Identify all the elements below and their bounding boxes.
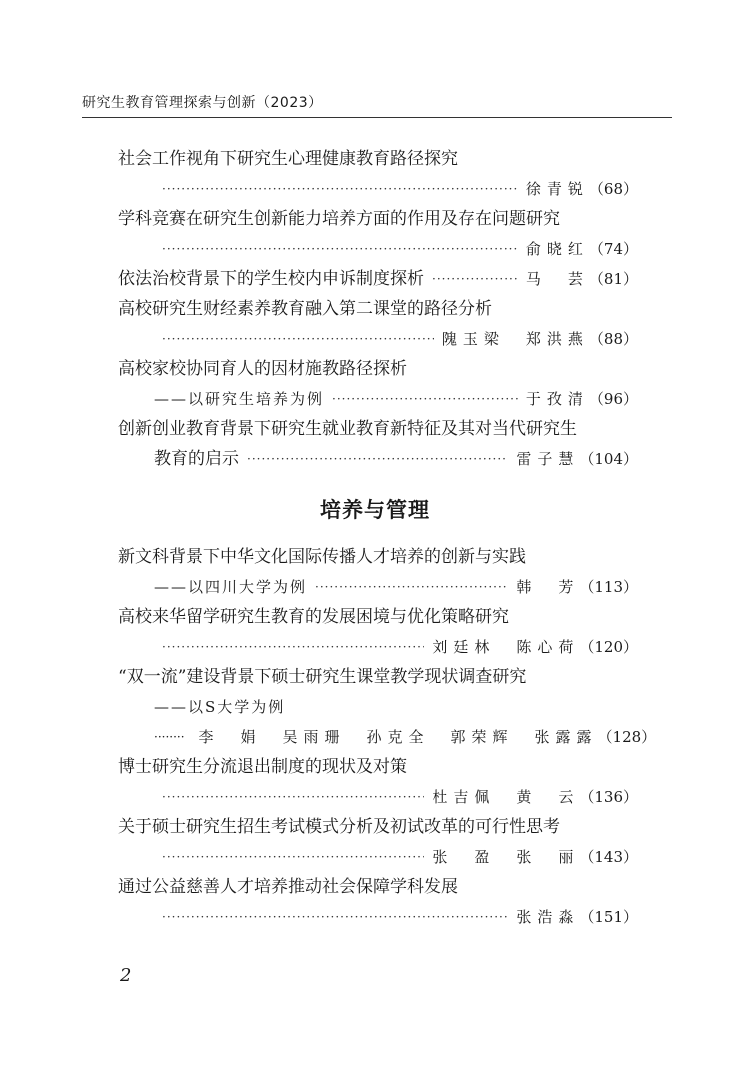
toc-entry	[118, 662, 657, 752]
entry-subtitle: ——以S大学为例	[154, 698, 286, 716]
entry-author: 李 娟 吴雨珊 孙克全 郭荣辉 张露露	[198, 728, 598, 746]
leader-dots	[162, 842, 424, 872]
entry-title: 依法治校背景下的学生校内申诉制度探析	[118, 269, 424, 289]
toc-entry	[118, 354, 638, 414]
toc-line	[118, 324, 638, 354]
leader-dots	[162, 782, 424, 812]
entry-title: 高校来华留学研究生教育的发展困境与优化策略研究	[118, 607, 509, 627]
leader-dots	[162, 632, 424, 662]
toc-line	[118, 542, 638, 572]
entry-page: （120）	[579, 638, 638, 656]
leader-dots	[315, 572, 508, 602]
toc-line	[118, 602, 638, 632]
leader-dots	[162, 902, 508, 932]
toc-line	[118, 234, 638, 264]
entry-title: 学科竞赛在研究生创新能力培养方面的作用及存在问题研究	[118, 209, 560, 229]
leader-dots	[162, 324, 434, 354]
toc-line	[118, 842, 638, 872]
toc-entry	[118, 204, 638, 264]
entry-author: 张浩淼	[516, 908, 580, 926]
toc-line	[118, 264, 638, 294]
entry-subtitle: ——以四川大学为例	[154, 578, 308, 596]
toc-line	[118, 752, 638, 782]
entry-title: 社会工作视角下研究生心理健康教育路径探究	[118, 149, 458, 169]
entry-title: 高校研究生财经素养教育融入第二课堂的路径分析	[118, 299, 492, 319]
entry-author: 马 芸	[525, 270, 589, 288]
toc-line	[118, 632, 638, 662]
entry-subtitle: ——以研究生培养为例	[154, 390, 325, 408]
toc-line	[118, 662, 638, 692]
toc-line	[118, 354, 638, 384]
entry-author: 刘廷林 陈心荷	[432, 638, 580, 656]
entry-title: 通过公益慈善人才培养推动社会保障学科发展	[118, 877, 458, 897]
toc-line	[118, 782, 638, 812]
toc-line	[118, 872, 638, 902]
entry-author: 雷子慧	[516, 450, 580, 468]
entry-page: （74）	[588, 240, 638, 258]
entry-title: 博士研究生分流退出制度的现状及对策	[118, 757, 407, 777]
entry-title: 关于硕士研究生招生考试模式分析及初试改革的可行性思考	[118, 817, 560, 837]
leader-dots	[432, 264, 518, 294]
running-header: 研究生教育管理探索与创新（2023）	[82, 92, 672, 118]
leader-dots	[162, 174, 518, 204]
toc-line	[118, 174, 638, 204]
entry-page: （68）	[588, 180, 638, 198]
toc-entry	[118, 144, 638, 204]
toc-line	[118, 384, 638, 414]
entry-author: 张 盈 张 丽	[432, 848, 580, 866]
toc-line	[118, 812, 638, 842]
toc-entry	[118, 872, 638, 932]
entry-page: （81）	[588, 270, 638, 288]
entry-title: “双一流”建设背景下硕士研究生课堂教学现状调查研究	[118, 667, 527, 687]
entry-page: （136）	[579, 788, 638, 806]
entry-page: （113）	[579, 578, 638, 596]
entry-author: 俞晓红	[525, 240, 589, 258]
entry-author: 韩 芳	[516, 578, 580, 596]
toc-entry	[118, 542, 638, 602]
toc-line	[118, 902, 638, 932]
toc-line	[118, 692, 638, 722]
toc-line	[118, 144, 638, 174]
toc-entry	[118, 602, 638, 662]
toc-line	[118, 204, 638, 234]
entry-author: 隗玉梁 郑洪燕	[441, 330, 589, 348]
page-number: 2	[120, 965, 132, 986]
entry-page: （143）	[579, 848, 638, 866]
toc-entry	[118, 752, 638, 812]
entry-title-continued: 教育的启示	[154, 449, 239, 469]
entry-page: （96）	[588, 390, 638, 408]
toc-line	[118, 294, 638, 324]
entry-author: 于孜清	[525, 390, 589, 408]
toc-entry	[118, 264, 638, 294]
toc-line	[118, 444, 638, 474]
entry-author: 杜吉佩 黄 云	[432, 788, 580, 806]
leader-dots: ········	[154, 730, 185, 744]
entry-page: （128）	[597, 728, 657, 746]
leader-dots	[162, 234, 518, 264]
toc-line	[118, 722, 657, 752]
toc-entry	[118, 812, 638, 872]
entry-title: 高校家校协同育人的因材施教路径探析	[118, 359, 407, 379]
entry-title: 新文科背景下中华文化国际传播人才培养的创新与实践	[118, 547, 526, 567]
toc-line	[118, 572, 638, 602]
toc-entry	[118, 414, 638, 474]
leader-dots	[332, 384, 518, 414]
entry-page: （151）	[579, 908, 638, 926]
entry-title: 创新创业教育背景下研究生就业教育新特征及其对当代研究生	[118, 419, 577, 439]
toc-entry	[118, 294, 638, 354]
entry-page: （88）	[588, 330, 638, 348]
toc-list-b	[118, 542, 657, 932]
section-title: 培养与管理	[320, 498, 430, 522]
entry-author: 徐青锐	[525, 180, 589, 198]
entry-page: （104）	[579, 450, 638, 468]
toc-line	[118, 414, 638, 444]
toc-list-a	[118, 144, 638, 474]
leader-dots	[247, 444, 508, 474]
